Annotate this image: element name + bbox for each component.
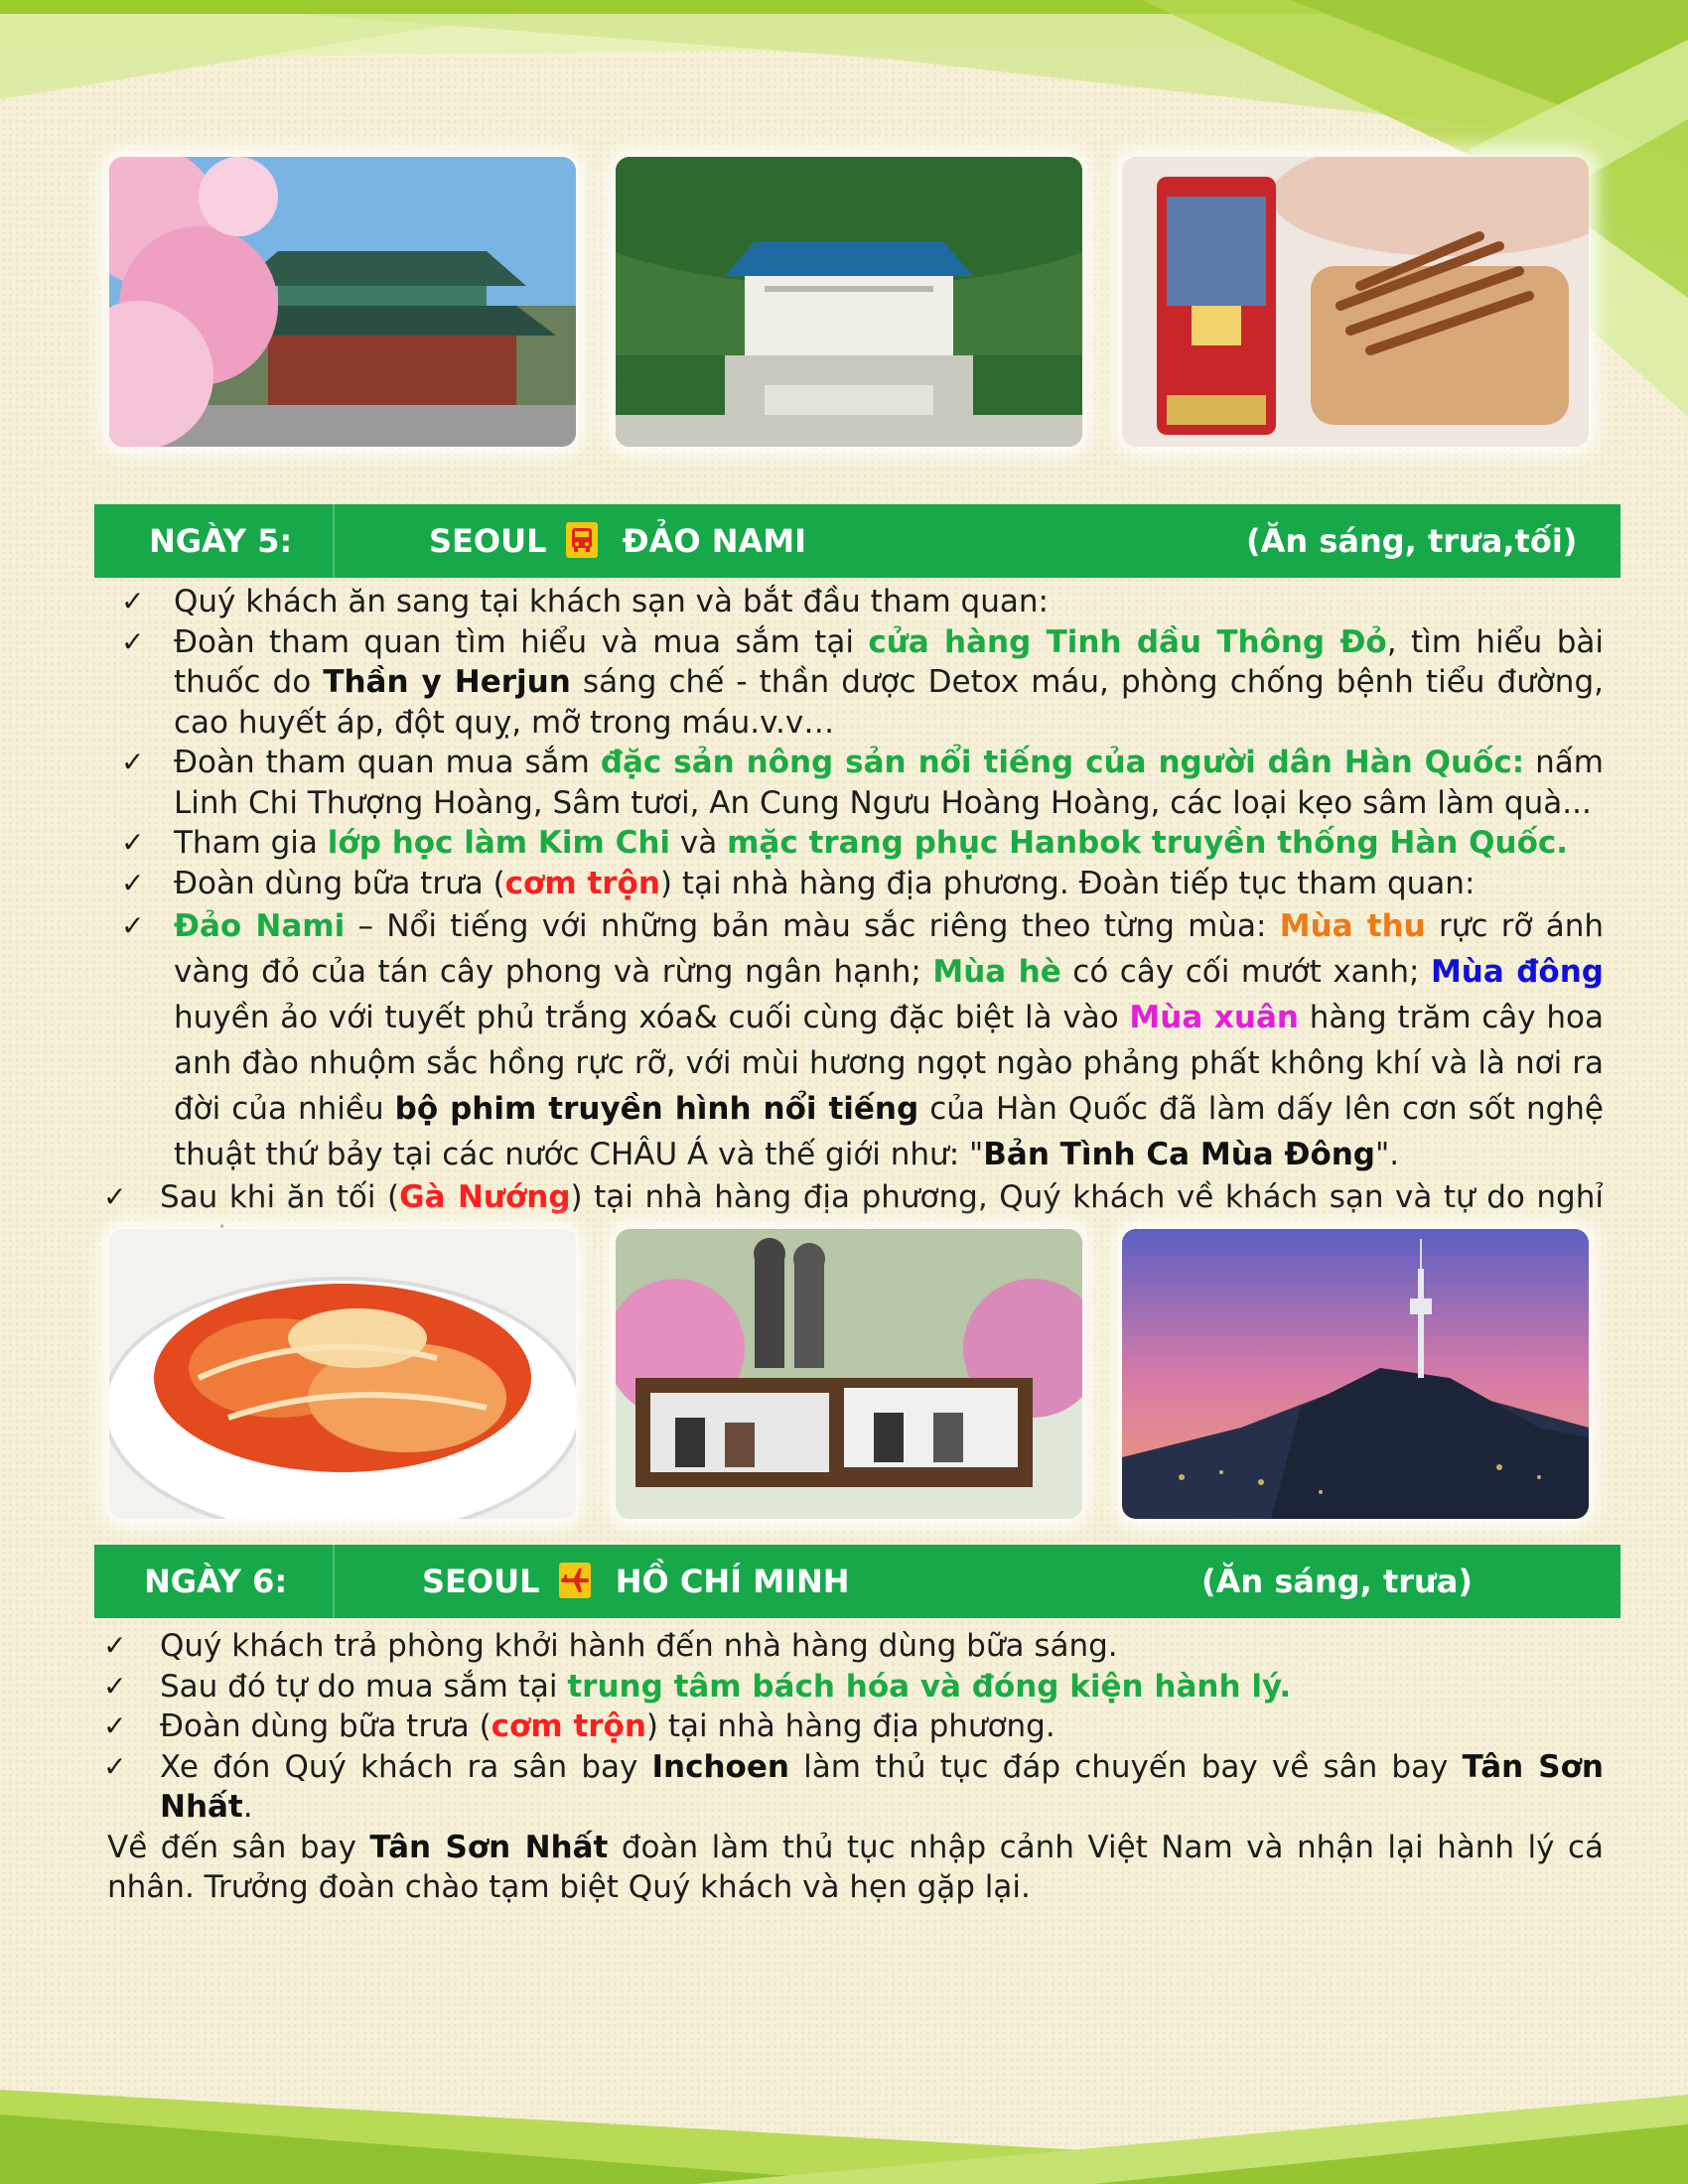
list-item: ✓ Đảo Nami – Nổi tiếng với những bản màu sắc riêng theo từng mùa: Mùa thu rực rỡ ánh vàng đỏ của tán cây phong và rừng ngân hạnh; Mùa hè có cây cối mướt xanh; Mùa đông huyền ảo với tuyết phủ trắng xóa& cuối cùng đặc biệt là vào Mùa xuân hàng trăm cây hoa anh đào nhuộm sắc hồng rực rỡ, với mùi hương ngọt ngào phảng phất không khí và là nơi ra đời của nhiều bộ phim truyền hình nổi tiếng của Hàn Quốc đã làm dấy lên cơn sốt nghệ thuật thứ bảy tại các nước CHÂU Á và thế giới như: "Bản Tình Ca Mùa Đông". [109,903,1604,1177]
photo-row-middle [109,1229,1589,1519]
kimchi-photo [109,1229,576,1519]
nami-island-statue-photo [616,1229,1082,1519]
check-icon: ✓ [121,746,145,778]
check-icon: ✓ [103,1629,127,1662]
check-icon: ✓ [121,624,145,658]
airplane-icon [559,1563,591,1598]
check-icon: ✓ [121,909,145,942]
closing-paragraph: Về đến sân bay Tân Sơn Nhất đoàn làm thủ tục nhập cảnh Việt Nam và nhận lại hành lý cá nhân. Trưởng đoàn chào tạm biệt Quý khách và hẹn gặp lại. [107,1829,1604,1905]
list-item: ✓ Đoàn tham quan mua sắm đặc sản nông sản nổi tiếng của người dân Hàn Quốc: nấm Linh Chi Thượng Hoàng, Sâm tươi, An Cung Ngưu Hoàng Hoàng, các loại kẹo sâm làm quà... [121,745,1605,821]
day5-to: ĐẢO NAMI [622,522,806,560]
check-icon: ✓ [103,1669,127,1703]
header-divider [333,1545,335,1618]
day5-from: SEOUL [429,522,547,560]
namsan-tower-photo [1122,1229,1589,1519]
day5-meals: (Ăn sáng, trưa,tối) [1246,522,1578,560]
header-divider [333,504,335,578]
check-icon: ✓ [103,1749,127,1783]
highlight-shop: cửa hàng Tinh dầu Thông Đỏ [868,623,1387,660]
check-icon: ✓ [121,826,145,859]
bottom-decoration [0,2035,1688,2184]
list-item: ✓ Quý khách trả phòng khởi hành đến nhà hàng dùng bữa sáng. [95,1626,1604,1667]
day6-header [94,1545,1620,1618]
check-icon: ✓ [103,1709,127,1742]
day5-header [94,504,1620,578]
day6-itinerary [103,1626,1604,1908]
list-item: ✓ Xe đón Quý khách ra sân bay Inchoen làm thủ tục đáp chuyến bay về sân bay Tân Sơn Nhất. [103,1748,1604,1825]
list-item: ✓ Đoàn dùng bữa trưa (cơm trộn) tại nhà hàng địa phương. Đoàn tiếp tục tham quan: [109,864,1604,904]
day5-label: NGÀY 5: [149,522,293,560]
blue-house-photo [616,157,1082,447]
check-icon: ✓ [103,1180,127,1213]
bus-icon [566,522,598,558]
day6-to: HỒ CHÍ MINH [615,1563,850,1600]
check-icon: ✓ [121,585,145,617]
photo-row-top [109,157,1589,447]
day5-itinerary [103,582,1605,1258]
red-ginseng-photo [1122,157,1589,447]
check-icon: ✓ [121,866,145,899]
list-item: ✓ Tham gia lớp học làm Kim Chi và mặc trang phục Hanbok truyền thống Hàn Quốc. [109,823,1604,864]
list-item: ✓ Đoàn tham quan tìm hiểu và mua sắm tại cửa hàng Tinh dầu Thông Đỏ, tìm hiểu bài thuốc do Thần y Herjun sáng chế - thần dược Detox máu, phòng chống bệnh tiểu đường, cao huyết áp, đột quỵ, mỡ trong máu.v.v… [121,623,1604,741]
list-item: ✓ Quý khách ăn sang tại khách sạn và bắt đầu tham quan: [109,582,1604,622]
day6-label: NGÀY 6: [144,1563,288,1600]
palace-cherry-blossom-photo [109,157,576,447]
day6-meals: (Ăn sáng, trưa) [1201,1563,1474,1600]
list-item: ✓ Đoàn dùng bữa trưa (cơm trộn) tại nhà hàng địa phương. [95,1706,1604,1747]
list-item: ✓ Sau đó tự do mua sắm tại trung tâm bách hóa và đóng kiện hành lý. [95,1667,1604,1707]
day6-from: SEOUL [422,1563,540,1600]
list-item: ✓ Sau khi ăn tối (Gà Nướng) tại nhà hàng địa phương, Quý khách về khách sạn và tự do nghỉ [95,1177,1604,1258]
